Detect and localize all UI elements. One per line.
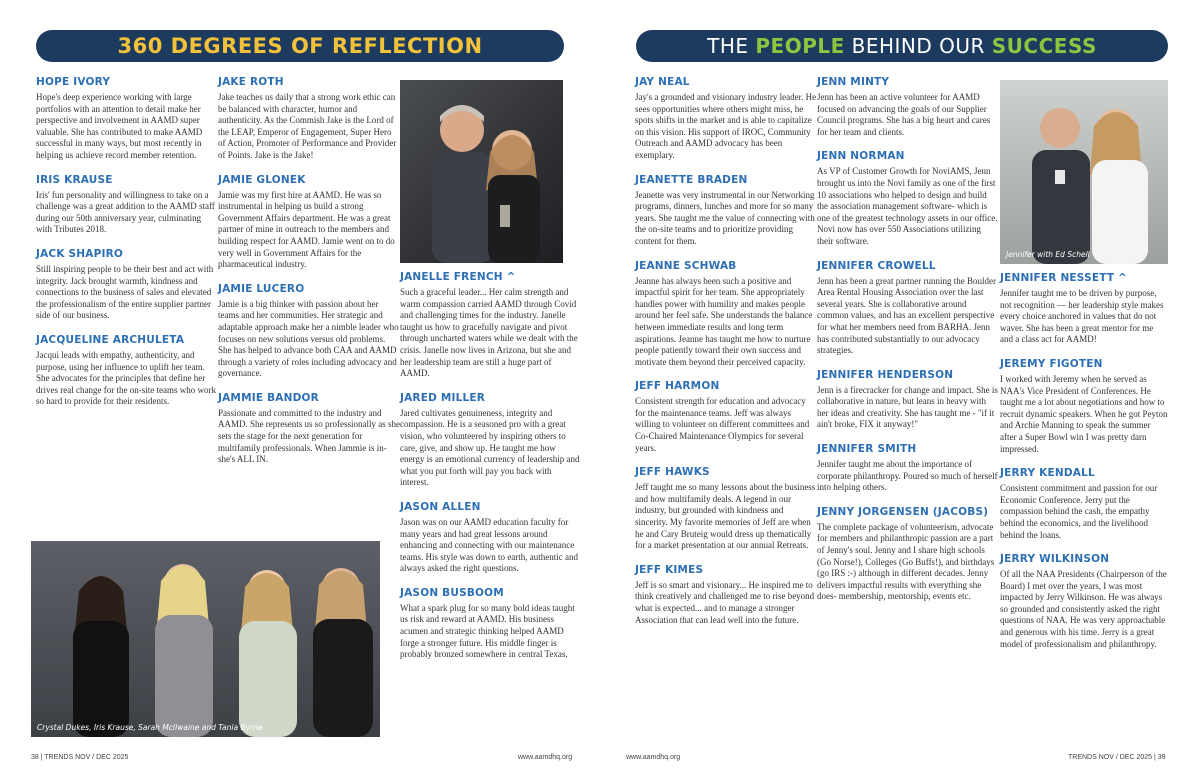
profile-text: Jason was on our AAMD education faculty for many years and had great lessons around enhancing and connecting with our maintenance teams. His style was down to earth, authentic and always asked the right questions.: [400, 516, 578, 574]
left-banner: [36, 30, 564, 62]
profile-entry: [36, 76, 218, 162]
left-banner-title: 360 DEGREES OF REFLECTION: [117, 34, 483, 58]
profile-name: JAMIE LUCERO: [218, 282, 305, 295]
profile-text: Passionate and committed to the industry and AAMD. She represents us so professionally as she sets the stage for the next generation for multifamily professionals. When Jammie is in- she's ALL IN.: [218, 407, 400, 465]
group-photo-caption: Crystal Dukes, Iris Krause, Sarah McIlwaine and Tania Byrne: [37, 723, 263, 732]
profile-name: JENNY JORGENSEN (JACOBS): [817, 505, 989, 518]
profile-name: JENNIFER NESSETT ^: [1000, 272, 1128, 284]
profile-name: JASON BUSBOOM: [400, 586, 504, 599]
right-banner-part4: SUCCESS: [991, 34, 1097, 58]
right-banner: [636, 30, 1168, 62]
column-1: [36, 76, 218, 420]
profile-name: JEANNE SCHWAB: [635, 259, 737, 272]
group-photo: [31, 541, 380, 737]
group-photo-illustration: [31, 541, 380, 737]
profile-text: Iris' fun personality and willingness to take on a challenge was a great addition to the AAMD staff during our 50th anniversary year, culminating with Tributes 2018.: [36, 189, 215, 235]
profile-name: JACK SHAPIRO: [36, 247, 124, 260]
profile-entry: [817, 506, 999, 603]
profile-name: JENNIFER SMITH: [817, 443, 917, 456]
profile-text: Still inspiring people to be their best and act with integrity. Jack brought warmth, kindness and connections to the business of sales and elevated the professionalism of the entire supplier partner side of our business.: [36, 263, 214, 321]
profile-text: Jamie was my first hire at AAMD. He was so instrumental in helping us build a strong Government Affairs department. He was a great partner of mine in outreach to the members and building respect for AAMD. Jamie went on to do very well in Government Affairs for the pharmaceutical industry.: [218, 189, 395, 270]
profile-entry: [1000, 358, 1168, 455]
profile-name: JAMMIE BANDOR: [218, 391, 319, 404]
profile-entry: [817, 260, 999, 357]
right-banner-part1: THE: [707, 34, 756, 58]
profile-text: Jennifer taught me about the importance of corporate philanthropy. Poured so much of herself into helping others.: [817, 459, 998, 493]
profile-name: JARED MILLER: [400, 391, 486, 404]
profile-text: As VP of Customer Growth for NoviAMS, Jenn brought us into the Novi family as one of the first 10 associations who helped to design and build the association management software- which is one of the greatest technology assets in our office. Novi now has over 550 Associations utilizing their software.: [817, 166, 998, 246]
profile-text: Consistent commitment and passion for our Economic Conference. Jerry put the compassion behind the cash, the empathy behind the economics, and the livelihood behind the loans.: [1000, 483, 1158, 540]
column-2: [218, 76, 400, 478]
profile-name: JERRY KENDALL: [1000, 467, 1095, 480]
profile-name: JENN MINTY: [817, 76, 890, 88]
profile-entry: [817, 443, 999, 494]
profile-text: What a spark plug for so many bold ideas taught us risk and reward at AAMD. His business acumen and strategic thinking helped AAMD forge a stronger future. His middle finger is probably bronzed somewhere in central Texas.: [400, 602, 575, 660]
profile-text: Jenn has been an active volunteer for AAMD focused on advancing the goals of our Supplier Council programs. She has a big heart and cares for her team and clients.: [817, 92, 991, 137]
profile-entry: [635, 466, 817, 552]
left-website: www.aamdhq.org: [518, 754, 573, 761]
profile-text: Of all the NAA Presidents (Chairperson of the Board) I met over the years, I was most impacted by Jerry Wilkinson. He was always so grounded and consistently asked the right questions of NAA. He was very approachable and generous with his time. Jerry is a great model of professionalism and philanthropy.: [1000, 569, 1167, 649]
profile-text: Jenn has been a great partner running the Boulder Area Rental Housing Association over the last several years. She is collaborative around common values, and has an excellent perspective for what her members need from BARHA. Jenn has contributed substantially to our advocacy strategies.: [817, 275, 996, 356]
profile-name: JASON ALLEN: [400, 500, 481, 513]
profile-entry: [36, 334, 218, 408]
profile-text: Jake teaches us daily that a strong work ethic can be balanced with character, humor and authenticity. As the Commish Jake is the Lord of the LEAP, Emperor of Engagement, Super Hero of Action, Promoter of Performance and Provider of Points. Jake is the Jake!: [218, 92, 397, 160]
profile-entry: [635, 260, 817, 369]
couple-photo: [400, 80, 563, 263]
profile-entry: [218, 392, 400, 466]
profile-name: JERRY WILKINSON: [1000, 553, 1110, 566]
right-banner-part3: BEHIND OUR: [844, 34, 992, 58]
profile-text: Jay's a grounded and visionary industry leader. He sees opportunities where others might miss, he spots shifts in the market and is able to capitalize on this vision. His support of IROC, Community Outreach and AAMD advocacy has been exemplary.: [635, 92, 817, 160]
profile-entry: [218, 283, 400, 380]
profile-name: JENN NORMAN: [817, 150, 905, 163]
jennifer-photo: [1000, 80, 1168, 264]
profile-name: HOPE IVORY: [36, 76, 111, 88]
profile-text: Jeff is so smart and visionary... He inspired me to think creatively and challenged me to rise beyond what is expected... and to manage a stronger Association that can lead well into the future.: [635, 579, 815, 625]
right-page-number: TRENDS NOV / DEC 2025 | 39: [1068, 754, 1166, 761]
profile-entry: [400, 392, 582, 489]
profile-name: JAKE ROTH: [218, 76, 284, 88]
profile-entry: [400, 587, 582, 661]
jennifer-photo-caption: Jennifer with Ed Schell: [1006, 250, 1090, 259]
profile-entry: [635, 174, 817, 248]
profile-text: Jacqui leads with empathy, authenticity, and purpose, using her influence to uplift her team. She advocates for the principles that define her drives real change for the on-site teams who work so hard to provide for their residents.: [36, 349, 216, 407]
profile-text: I worked with Jeremy when he served as NAA's Vice President of Conferences. He taught me a lot about negotiations and how to recruit dynamic speakers. When he got Peyton and Archie Manning to speak the summer after a Super Bowl win I was pretty darn impressed.: [1000, 373, 1168, 454]
profile-text: Jenn is a firecracker for change and impact. She is collaborative in nature, but leans in heavy with her ideas and creativity. She has taught me - "if it ain't broke, FIX it anyway!": [817, 384, 998, 430]
profile-name: JEFF HARMON: [635, 380, 720, 393]
column-3: [400, 271, 582, 673]
profile-text: Jeanne has always been such a positive and impactful spirit for her team. She appropriately handles power with humility and makes people around her feel safe. She understands the balance between immediate results and long term aspirations. Jeanne has taught me how to nurture people patiently toward their own success and motivate them beyond their perceived capacity.: [635, 275, 813, 367]
profile-entry: [1000, 467, 1168, 541]
profile-entry: [218, 174, 400, 271]
profile-text: Hope's deep experience working with large portfolios with an attention to detail make her perspective and involvement in AAMD super valuable. She has contributed to make AAMD successful in many ways, but most recently in helping us achieve record member retention.: [36, 92, 203, 160]
profile-text: Such a graceful leader... Her calm strength and warm compassion carried AAMD through Covid and challenging times for the industry. Janelle taught us how to gracefully navigate and pivot through uncharted waters while we dealt with the crisis. Janelle now lives in Arizona, but she and her leadership team are still a huge part of AAMD.: [400, 287, 578, 379]
profile-entry: [635, 380, 817, 454]
profile-entry: [1000, 553, 1168, 650]
column-6: [1000, 272, 1168, 662]
column-5: [817, 76, 999, 615]
profile-entry: [817, 150, 999, 247]
profile-name: JANELLE FRENCH ^: [400, 271, 516, 283]
profile-entry: [400, 271, 582, 380]
profile-entry: [218, 76, 400, 162]
profile-name: JEFF KIMES: [635, 563, 704, 576]
profile-text: The complete package of volunteerism, advocate for members and philanthropic passion are a part of Jenny's soul. Jenny and I share high schools (Go Norse!), Colleges (Go Buffs!), and birthdays (go IRS :-) although in different decades. Jenny delivers impactful results with everything she does- membership, mentorship, events etc.: [817, 521, 995, 602]
profile-text: Jeff taught me so many lessons about the business and how multifamily deals. A legend in our industry, but grounded with kindness and sincerity. My favorite memories of Jeff are when he and Cary Bruteig would dress up thematically for a market presentation at our annual Retreats.: [635, 482, 816, 551]
profile-text: Jamie is a big thinker with passion about her teams and her communities. Her strategic and adaptable approach make her a nimble leader who focuses on new solutions versus old problems. She has helped to advance both CAA and AAMD through a variety of roles including advocacy and governance.: [218, 298, 399, 379]
profile-text: Jared cultivates genuineness, integrity and compassion. He is a seasoned pro with a great vision, who volunteered by inspiring others to care, give, and show up. He taught me how energy is an emotional currency of leadership and what you put forth will pay you back with interest.: [400, 407, 580, 488]
jennifer-photo-illustration: [1000, 80, 1168, 264]
profile-name: JAMIE GLONEK: [218, 173, 306, 186]
profile-entry: [36, 248, 218, 322]
profile-entry: [635, 76, 817, 162]
profile-name: JEFF HAWKS: [635, 466, 710, 479]
profile-text: Jennifer taught me to be driven by purpose, not recognition — her leadership style makes every choice anchored in values that do not waver. She has been a great mentor for me and a class act for AAMD!: [1000, 288, 1164, 345]
profile-name: JENNIFER HENDERSON: [817, 368, 954, 381]
profile-name: JENNIFER CROWELL: [817, 259, 936, 272]
profile-name: JEREMY FIGOTEN: [1000, 357, 1103, 370]
profile-entry: [400, 501, 582, 575]
profile-entry: [36, 174, 218, 236]
profile-entry: [817, 76, 999, 138]
profile-name: IRIS KRAUSE: [36, 173, 113, 186]
column-4: [635, 76, 817, 638]
profile-entry: [635, 564, 817, 626]
couple-photo-illustration: [400, 80, 563, 263]
left-page-number: 38 | TRENDS NOV / DEC 2025: [31, 754, 129, 761]
profile-entry: [817, 369, 999, 431]
right-website: www.aamdhq.org: [626, 754, 681, 761]
profile-text: Jeanette was very instrumental in our Networking programs, dinners, lunches and more for so many years. She taught me the value of connecting with the on-site teams and to prioritize providing content for them.: [635, 189, 815, 246]
profile-name: JACQUELINE ARCHULETA: [36, 333, 185, 346]
profile-text: Consistent strength for education and advocacy for the maintenance teams. Jeff was always willing to volunteer on different committees and Co-Chaired Maintenance Olympics for several years.: [635, 396, 810, 453]
profile-name: JEANETTE BRADEN: [635, 173, 748, 186]
profile-name: JAY NEAL: [635, 76, 690, 88]
right-banner-part2: PEOPLE: [755, 34, 845, 58]
profile-entry: [1000, 272, 1168, 346]
